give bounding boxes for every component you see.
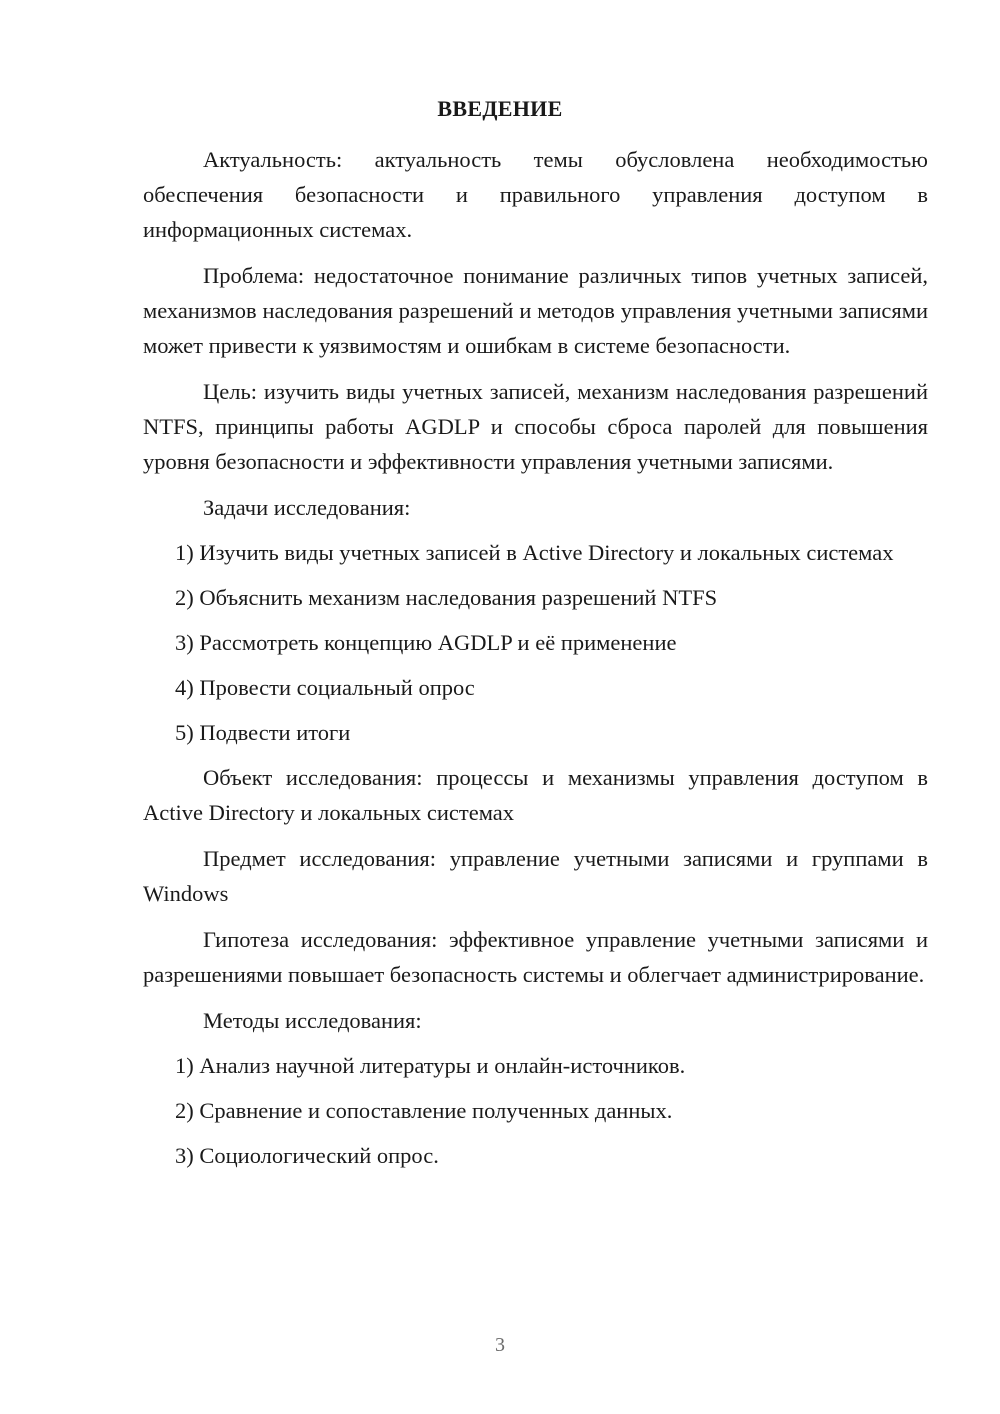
tasks-label: Задачи исследования:: [203, 495, 411, 520]
method-item: 2) Сравнение и сопоставление полученных данных.: [175, 1098, 673, 1123]
document-body: [143, 142, 928, 1183]
method-item: 3) Социологический опрос.: [175, 1143, 439, 1168]
paragraph-problem: Проблема: недостаточное понимание различных типов учетных записей, механизмов наследования разрешений и методов управления учетными записями может привести к уязвимостям и ошибкам в системе безопасности.: [143, 263, 928, 358]
paragraph-goal: Цель: изучить виды учетных записей, механизм наследования разрешений NTFS, принципы работы AGDLP и способы сброса паролей для повышения уровня безопасности и эффективности управления учетными записями.: [143, 379, 928, 474]
paragraph-object: Объект исследования: процессы и механизмы управления доступом в Active Directory и локальных системах: [143, 765, 928, 825]
task-item: 3) Рассмотреть концепцию AGDLP и её применение: [175, 630, 677, 655]
task-item: 2) Объяснить механизм наследования разрешений NTFS: [175, 585, 718, 610]
page-number: 3: [495, 1334, 505, 1356]
task-item: 5) Подвести итоги: [175, 720, 351, 745]
paragraph-relevance: Актуальность: актуальность темы обусловлена необходимостью обеспечения безопасности и правильного управления доступом в информационных системах.: [143, 147, 928, 242]
paragraph-hypothesis: Гипотеза исследования: эффективное управление учетными записями и разрешениями повышает безопасность системы и облегчает администрирование.: [143, 927, 928, 987]
task-item: 1) Изучить виды учетных записей в Active Directory и локальных системах: [175, 540, 894, 565]
paragraph-subject: Предмет исследования: управление учетными записями и группами в Windows: [143, 846, 928, 906]
method-item: 1) Анализ научной литературы и онлайн-источников.: [175, 1053, 686, 1078]
page-title: ВВЕДЕНИЕ: [437, 96, 563, 121]
methods-label: Методы исследования:: [203, 1008, 422, 1033]
task-item: 4) Провести социальный опрос: [175, 675, 475, 700]
